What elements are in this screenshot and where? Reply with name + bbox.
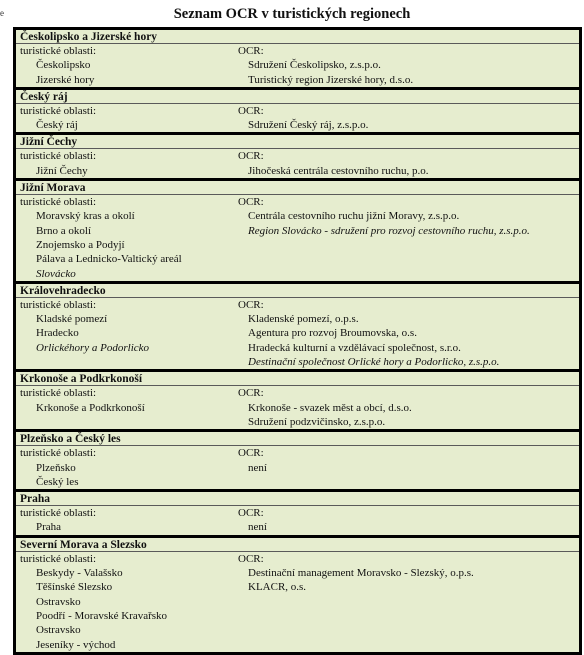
ocr-item: Krkonoše - svazek měst a obcí, d.s.o. xyxy=(248,401,412,414)
ocr-label: OCR: xyxy=(238,45,264,57)
tourist-area-item: Beskydy - Valašsko xyxy=(36,567,123,580)
ocr-item: Centrála cestovního ruchu jižní Moravy, z.s.p.o. xyxy=(248,210,460,223)
region-body xyxy=(16,386,579,429)
tourist-areas-label: turistické oblasti: xyxy=(20,298,97,311)
region-name: Praha xyxy=(16,492,579,506)
region-block xyxy=(16,372,579,432)
region-block xyxy=(16,90,579,136)
region-body xyxy=(16,446,579,489)
tourist-area-item: Plzeňsko xyxy=(36,461,76,474)
tourist-areas-column xyxy=(16,446,238,489)
tourist-area-item: Kladské pomezí xyxy=(36,313,108,326)
tourist-areas-label: turistické oblasti: xyxy=(20,104,97,117)
region-body xyxy=(16,44,579,87)
regions-table xyxy=(13,27,582,655)
ocr-label: OCR: xyxy=(238,150,264,163)
tourist-area-item: Český les xyxy=(36,475,79,488)
region-name: Královehradecko xyxy=(16,284,579,298)
tourist-area-item: Český ráj xyxy=(36,119,78,132)
tourist-areas-column xyxy=(16,506,238,535)
tourist-areas-column xyxy=(16,386,238,429)
ocr-column xyxy=(238,149,579,178)
tourist-area-item: Jižní Čechy xyxy=(36,164,88,177)
ocr-item: Destinační management Moravsko - Slezský, o.p.s. xyxy=(248,567,474,580)
ocr-item: není xyxy=(248,521,267,534)
tourist-areas-column xyxy=(16,298,238,369)
region-name: Jižní Čechy xyxy=(16,135,579,149)
region-block xyxy=(16,538,579,655)
tourist-area-item: Poodří - Moravské Kravařsko xyxy=(36,609,168,622)
ocr-item: Hradecká kulturní a vzdělávací společnost, s.r.o. xyxy=(248,341,461,354)
ocr-column xyxy=(238,446,579,489)
region-name: Jižní Morava xyxy=(16,181,579,195)
ocr-column xyxy=(238,386,579,429)
tourist-areas-column xyxy=(16,149,238,178)
region-name: Českolipsko a Jizerské hory xyxy=(16,30,579,44)
ocr-column xyxy=(238,104,579,133)
tourist-area-item: Praha xyxy=(36,521,62,534)
ocr-column xyxy=(238,552,579,652)
tourist-areas-label: turistické oblasti: xyxy=(20,196,97,209)
ocr-label: OCR: xyxy=(238,387,264,400)
region-body xyxy=(16,298,579,369)
region-block xyxy=(16,135,579,181)
ocr-label: OCR: xyxy=(238,298,264,311)
ocr-item: Agentura pro rozvoj Broumovska, o.s. xyxy=(248,327,417,340)
region-block xyxy=(16,492,579,538)
ocr-column xyxy=(238,298,579,369)
tourist-areas-column xyxy=(16,195,238,281)
tourist-area-item: Brno a okolí xyxy=(36,224,91,237)
ocr-item: Turistický region Jizerské hory, d.s.o. xyxy=(248,73,414,86)
tourist-area-item: Pálava a Lednicko-Valtický areál xyxy=(36,253,182,266)
tourist-area-item: Českolipsko xyxy=(36,59,91,72)
region-body xyxy=(16,506,579,535)
ocr-label: OCR: xyxy=(238,447,264,460)
ocr-label: OCR: xyxy=(238,552,264,565)
ocr-label: OCR: xyxy=(238,507,264,520)
ocr-column xyxy=(238,506,579,535)
region-block xyxy=(16,30,579,90)
tourist-area-item: Hradecko xyxy=(36,327,79,340)
tourist-areas-label: turistické oblasti: xyxy=(20,552,97,565)
tourist-areas-column xyxy=(16,44,238,87)
ocr-item: Sdružení Český ráj, z.s.p.o. xyxy=(248,119,369,132)
region-name: Krkonoše a Podkrkonoší xyxy=(16,372,579,386)
tourist-areas-label: turistické oblasti: xyxy=(20,447,97,460)
region-block xyxy=(16,284,579,372)
tourist-area-item: Krkonoše a Podkrkonoší xyxy=(36,401,145,414)
region-name: Severní Morava a Slezsko xyxy=(16,538,579,552)
corner-mark: e xyxy=(0,8,4,18)
tourist-areas-label: turistické oblasti: xyxy=(20,387,97,400)
region-block xyxy=(16,432,579,492)
tourist-areas-column xyxy=(16,104,238,133)
region-body xyxy=(16,149,579,178)
ocr-column xyxy=(238,44,579,87)
region-name: Plzeňsko a Český les xyxy=(16,432,579,446)
region-body xyxy=(16,195,579,281)
tourist-area-item: Moravský kras a okolí xyxy=(36,210,135,223)
tourist-area-item: Ostravsko xyxy=(36,595,81,608)
ocr-item: Kladenské pomezí, o.p.s. xyxy=(248,313,359,326)
region-body xyxy=(16,552,579,652)
ocr-column xyxy=(238,195,579,281)
tourist-area-item: Jeseníky - východ xyxy=(36,638,116,651)
ocr-label: OCR: xyxy=(238,104,264,117)
tourist-area-item: Orlickéhory a Podorlicko xyxy=(36,341,150,354)
tourist-areas-column xyxy=(16,552,238,652)
region-block xyxy=(16,181,579,284)
tourist-area-item: Slovácko xyxy=(36,267,76,280)
tourist-areas-label: turistické oblasti: xyxy=(20,45,97,57)
ocr-item: Sdružení Českolipsko, z.s.p.o. xyxy=(248,59,381,72)
ocr-item: není xyxy=(248,461,267,474)
page-title: Seznam OCR v turistických regionech xyxy=(173,6,411,22)
ocr-label: OCR: xyxy=(238,196,264,209)
region-name: Český ráj xyxy=(16,90,579,104)
ocr-item: Destinační společnost Orlické hory a Podorlicko, z.s.p.o. xyxy=(248,356,500,369)
region-body xyxy=(16,104,579,133)
ocr-item: Region Slovácko - sdružení pro rozvoj cestovního ruchu, z.s.p.o. xyxy=(248,224,530,237)
tourist-areas-label: turistické oblasti: xyxy=(20,507,97,520)
tourist-areas-label: turistické oblasti: xyxy=(20,150,97,163)
tourist-area-item: Těšínské Slezsko xyxy=(36,581,113,594)
ocr-item: Sdružení podzvičinsko, z.s.p.o. xyxy=(248,415,386,428)
ocr-item: Jihočeská centrála cestovního ruchu, p.o. xyxy=(248,164,429,177)
ocr-item: KLACR, o.s. xyxy=(248,581,307,594)
tourist-area-item: Jizerské hory xyxy=(36,73,95,86)
tourist-area-item: Ostravsko xyxy=(36,624,81,637)
tourist-area-item: Znojemsko a Podyjí xyxy=(36,238,125,251)
